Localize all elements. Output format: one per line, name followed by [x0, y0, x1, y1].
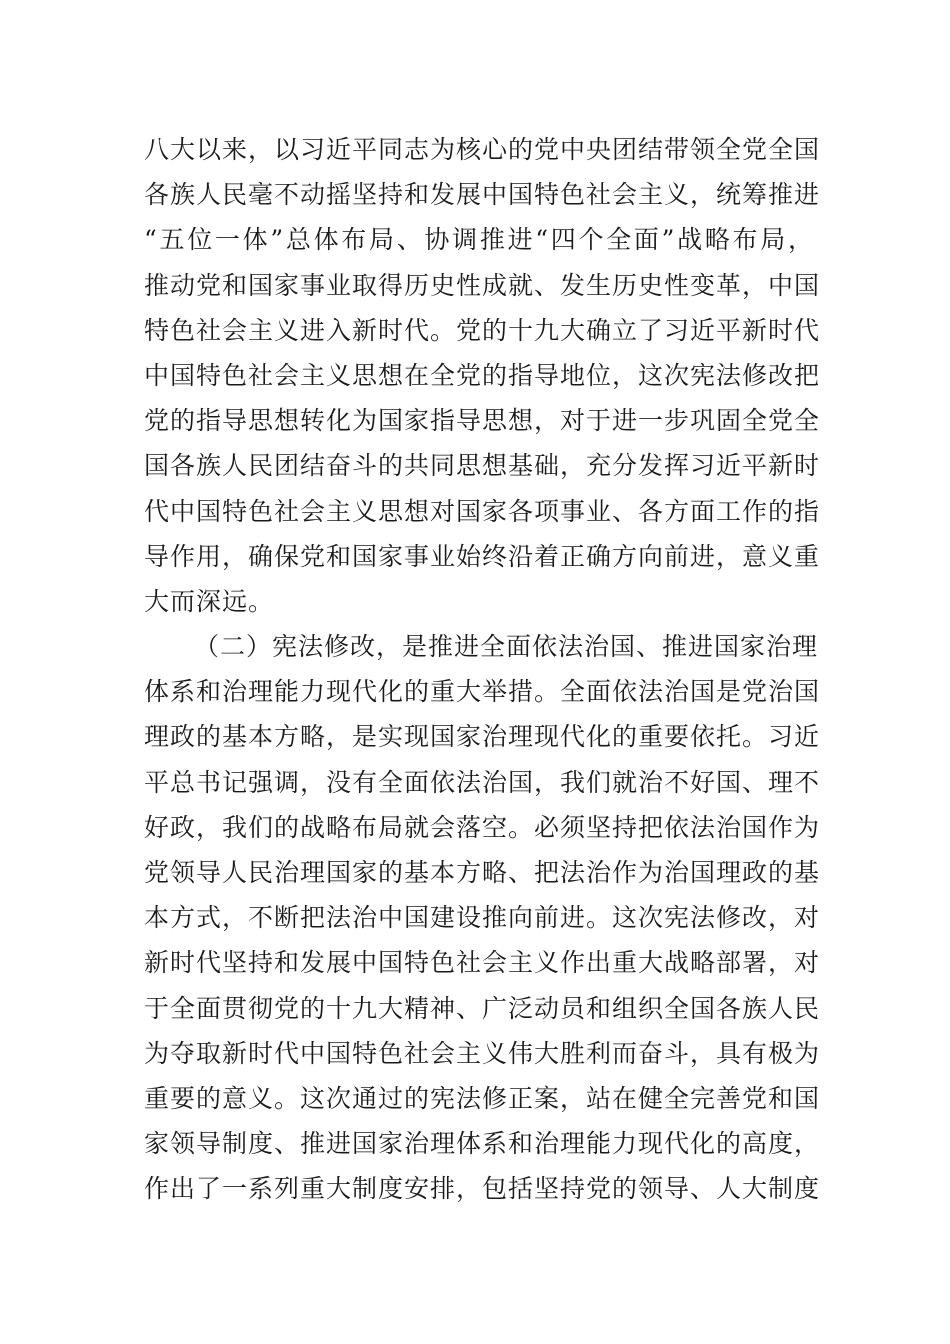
text-line: 推动党和国家事业取得历史性成就、发生历史性变革，中国: [144, 270, 821, 300]
text-line: 为夺取新时代中国特色社会主义伟大胜利而奋斗，具有极为: [144, 1038, 821, 1068]
text-line: 代中国特色社会主义思想对国家各项事业、各方面工作的指: [144, 496, 821, 526]
text-line: 八大以来，以习近平同志为核心的党中央团结带领全党全国: [144, 135, 821, 164]
text-line: 好政，我们的战略布局就会落空。必须坚持把依法治国作为: [144, 812, 821, 842]
text-line: 党的指导思想转化为国家指导思想，对于进一步巩固全党全: [144, 406, 821, 436]
text-line: 新时代坚持和发展中国特色社会主义作出重大战略部署，对: [144, 948, 821, 978]
text-line: 本方式，不断把法治中国建设推向前进。这次宪法修改，对: [144, 903, 821, 933]
text-line: “五位一体”总体布局、协调推进“四个全面”战略布局，: [144, 225, 814, 255]
paragraph-start-line: （二）宪法修改，是推进全面依法治国、推进国家治理: [194, 632, 819, 662]
text-line: 各族人民毫不动摇坚持和发展中国特色社会主义，统筹推进: [144, 180, 821, 210]
text-line: 理政的基本方略，是实现国家治理现代化的重要依托。习近: [144, 722, 821, 752]
text-line: 导作用，确保党和国家事业始终沿着正确方向前进，意义重: [144, 541, 821, 571]
text-line: 平总书记强调，没有全面依法治国，我们就治不好国、理不: [144, 767, 821, 797]
paragraph-end-line: 大而深远。: [144, 586, 275, 616]
text-line: 家领导制度、推进国家治理体系和治理能力现代化的高度，: [144, 1129, 821, 1159]
text-line: 特色社会主义进入新时代。党的十九大确立了习近平新时代: [144, 315, 821, 345]
text-line: 作出了一系列重大制度安排，包括坚持党的领导、人大制度: [144, 1174, 821, 1204]
text-line: 重要的意义。这次通过的宪法修正案，站在健全完善党和国: [144, 1083, 821, 1113]
text-line: 国各族人民团结奋斗的共同思想基础，充分发挥习近平新时: [144, 451, 821, 481]
text-line: 于全面贯彻党的十九大精神、广泛动员和组织全国各族人民: [144, 993, 821, 1023]
text-line: 中国特色社会主义思想在全党的指导地位，这次宪法修改把: [144, 360, 821, 390]
text-line: 体系和治理能力现代化的重大举措。全面依法治国是党治国: [144, 677, 821, 707]
text-line: 党领导人民治理国家的基本方略、把法治作为治国理政的基: [144, 858, 821, 887]
body-text: [144, 127, 821, 1212]
